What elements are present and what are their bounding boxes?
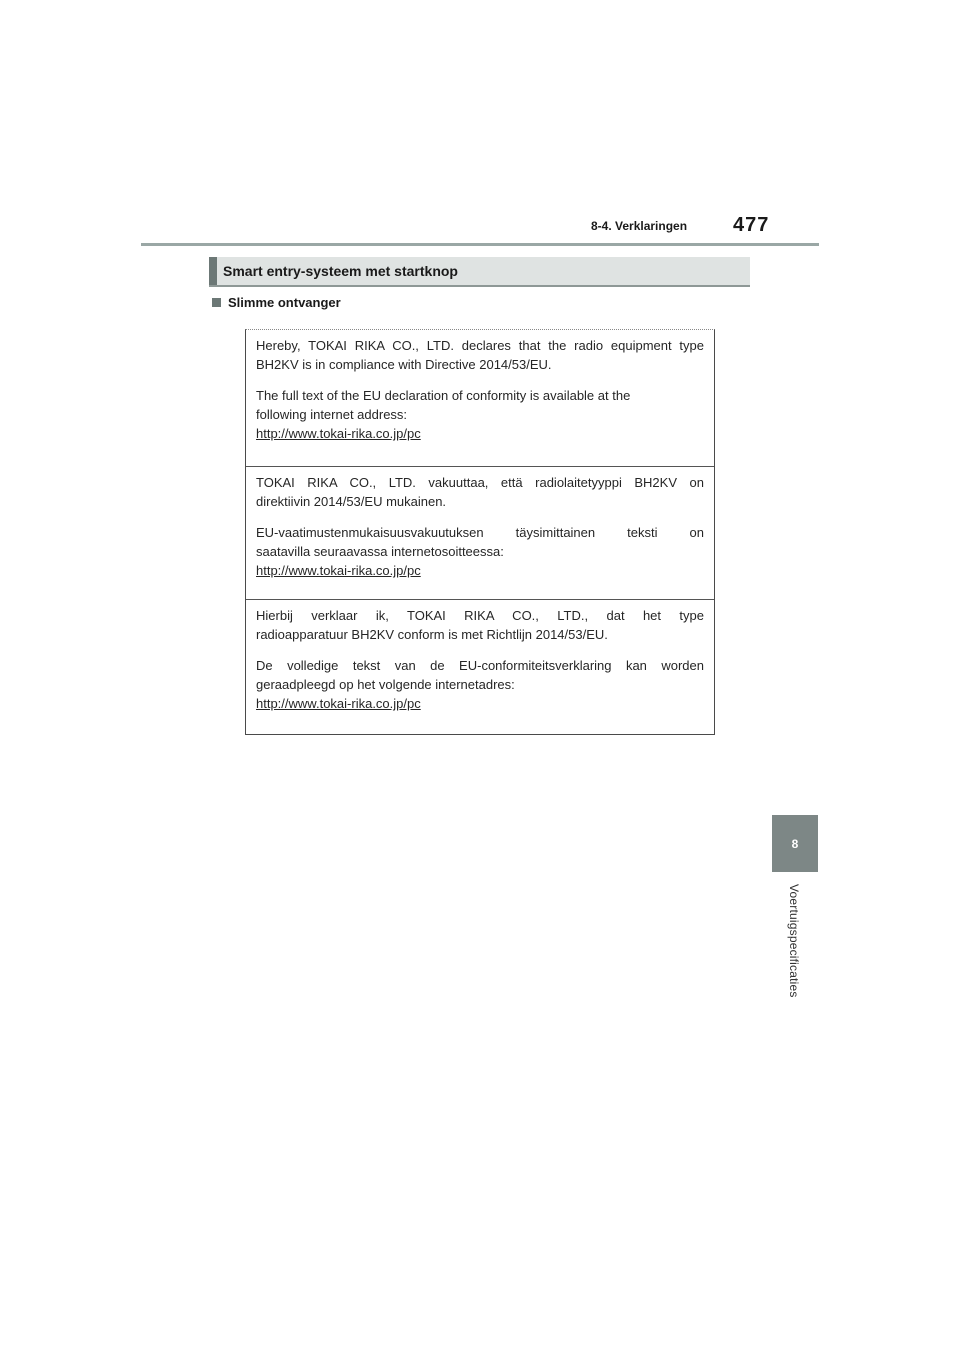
declaration-url[interactable]: http://www.tokai-rika.co.jp/pc bbox=[256, 696, 421, 711]
declaration-line: radioapparatuur BH2KV conform is met Richtlijn 2014/53/EU. bbox=[256, 627, 608, 642]
declaration-finnish bbox=[246, 466, 714, 599]
chapter-label: Voertuigspecificaties bbox=[787, 884, 801, 998]
chapter-number: 8 bbox=[791, 837, 799, 851]
declaration-line: Hereby, TOKAI RIKA CO., LTD. declares that the radio equipment type bbox=[256, 338, 704, 353]
declaration-line: Hierbij verklaar ik, TOKAI RIKA CO., LTD., dat het type bbox=[256, 608, 704, 623]
header-rule bbox=[141, 243, 819, 246]
declaration-line: TOKAI RIKA CO., LTD. vakuuttaa, että radiolaitetyyppi BH2KV on bbox=[256, 475, 704, 490]
page-number: 477 bbox=[733, 214, 770, 236]
chapter-tab bbox=[772, 815, 818, 872]
declaration-line: direktiivin 2014/53/EU mukainen. bbox=[256, 494, 447, 509]
declaration-url[interactable]: http://www.tokai-rika.co.jp/pc bbox=[256, 426, 421, 441]
declaration-url[interactable]: http://www.tokai-rika.co.jp/pc bbox=[256, 563, 421, 578]
declaration-line: saatavilla seuraavassa internetosoitteessa: bbox=[256, 544, 504, 559]
subheading-text: Slimme ontvanger bbox=[228, 295, 341, 310]
declaration-box bbox=[245, 329, 715, 735]
subheading bbox=[212, 295, 341, 310]
declaration-dutch bbox=[246, 599, 714, 735]
declaration-line: The full text of the EU declaration of conformity is available at the bbox=[256, 388, 631, 403]
title-accent bbox=[209, 257, 217, 285]
declaration-english bbox=[246, 330, 714, 466]
declaration-line: following internet address: bbox=[256, 407, 408, 422]
declaration-line: De volledige tekst van de EU-conformiteitsverklaring kan worden bbox=[256, 658, 704, 673]
declaration-line: EU-vaatimustenmukaisuusvakuutuksen täysimittainen teksti on bbox=[256, 525, 704, 540]
square-bullet-icon bbox=[212, 298, 221, 307]
declaration-line: geraadpleegd op het volgende internetadres: bbox=[256, 677, 515, 692]
section-header: 8-4. Verklaringen bbox=[591, 219, 688, 233]
declaration-line: BH2KV is in compliance with Directive 2014/53/EU. bbox=[256, 357, 552, 372]
title-text: Smart entry-systeem met startknop bbox=[223, 263, 458, 279]
title-bar bbox=[209, 257, 750, 287]
